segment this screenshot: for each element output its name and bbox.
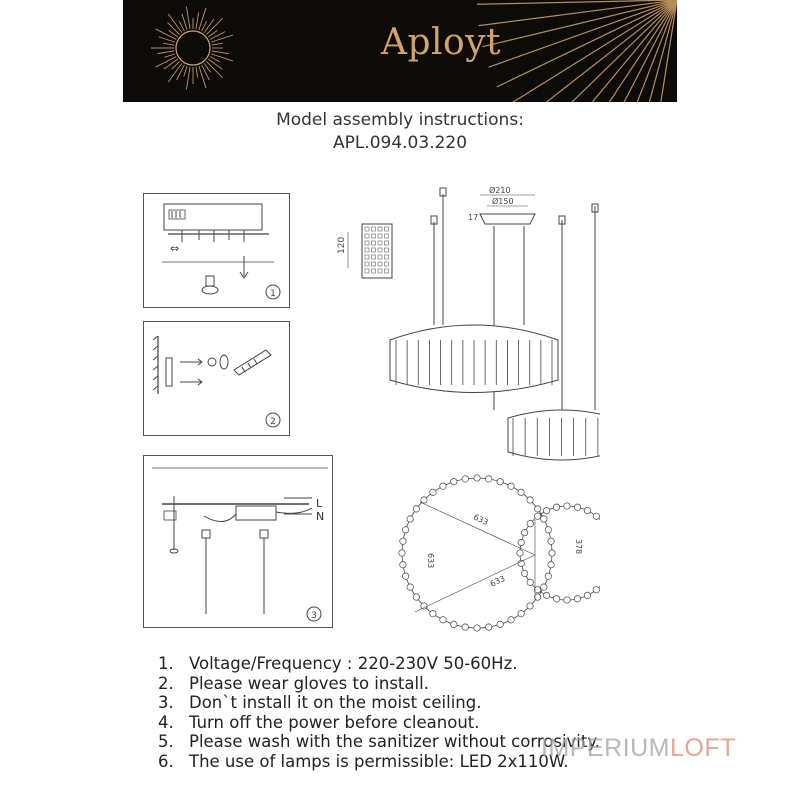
crystal-height-dim: 120 xyxy=(337,236,347,254)
instruction-item: 5. Please wash with the sanitizer without corrosivity. xyxy=(158,732,601,751)
instruction-item: 1. Voltage/Frequency : 220-230V 50-60Hz. xyxy=(158,654,518,673)
instruction-item: 3. Don`t install it on the moist ceiling. xyxy=(158,693,482,712)
large-ring-dim-side: 633 xyxy=(426,553,435,569)
live-wire-label: L xyxy=(316,497,323,510)
canopy-height-dim: 17 xyxy=(468,213,479,222)
svg-text:2: 2 xyxy=(270,417,276,427)
step-3-panel xyxy=(143,455,333,628)
step-2-panel xyxy=(143,321,290,436)
instruction-item: 4. Turn off the power before cleanout. xyxy=(158,712,480,732)
page-title: Model assembly instructions: xyxy=(276,110,524,130)
instruction-item: 6. The use of lamps is permissible: LED 2x110W. xyxy=(158,751,569,771)
large-ring-dim-top: 633 xyxy=(471,512,490,528)
canopy-inner-dim: Ø150 xyxy=(492,197,514,206)
ceiling-mount-diagram xyxy=(144,194,289,307)
instruction-item: 2. Please wear gloves to install. xyxy=(158,673,429,693)
brand-name: Aployt xyxy=(381,22,502,63)
canopy-outer-dim: Ø210 xyxy=(489,186,511,195)
svg-text:3: 3 xyxy=(311,611,317,621)
wiring-diagram xyxy=(144,456,332,627)
model-number: APL.094.03.220 xyxy=(332,133,468,153)
instructions-list xyxy=(158,654,600,771)
neutral-wire-label: N xyxy=(316,510,325,523)
svg-text:1: 1 xyxy=(270,289,276,299)
brand-banner xyxy=(123,0,677,102)
watermark: IMPERIUMLOFT xyxy=(541,734,736,762)
fixture-dimension-drawing xyxy=(330,180,600,640)
small-ring-dim: 378 xyxy=(574,539,583,555)
wall-anchor-diagram xyxy=(144,322,289,435)
svg-text:⇔: ⇔ xyxy=(170,242,180,255)
step-1-panel xyxy=(143,193,290,308)
large-ring-dim-bottom: 633 xyxy=(488,574,507,589)
